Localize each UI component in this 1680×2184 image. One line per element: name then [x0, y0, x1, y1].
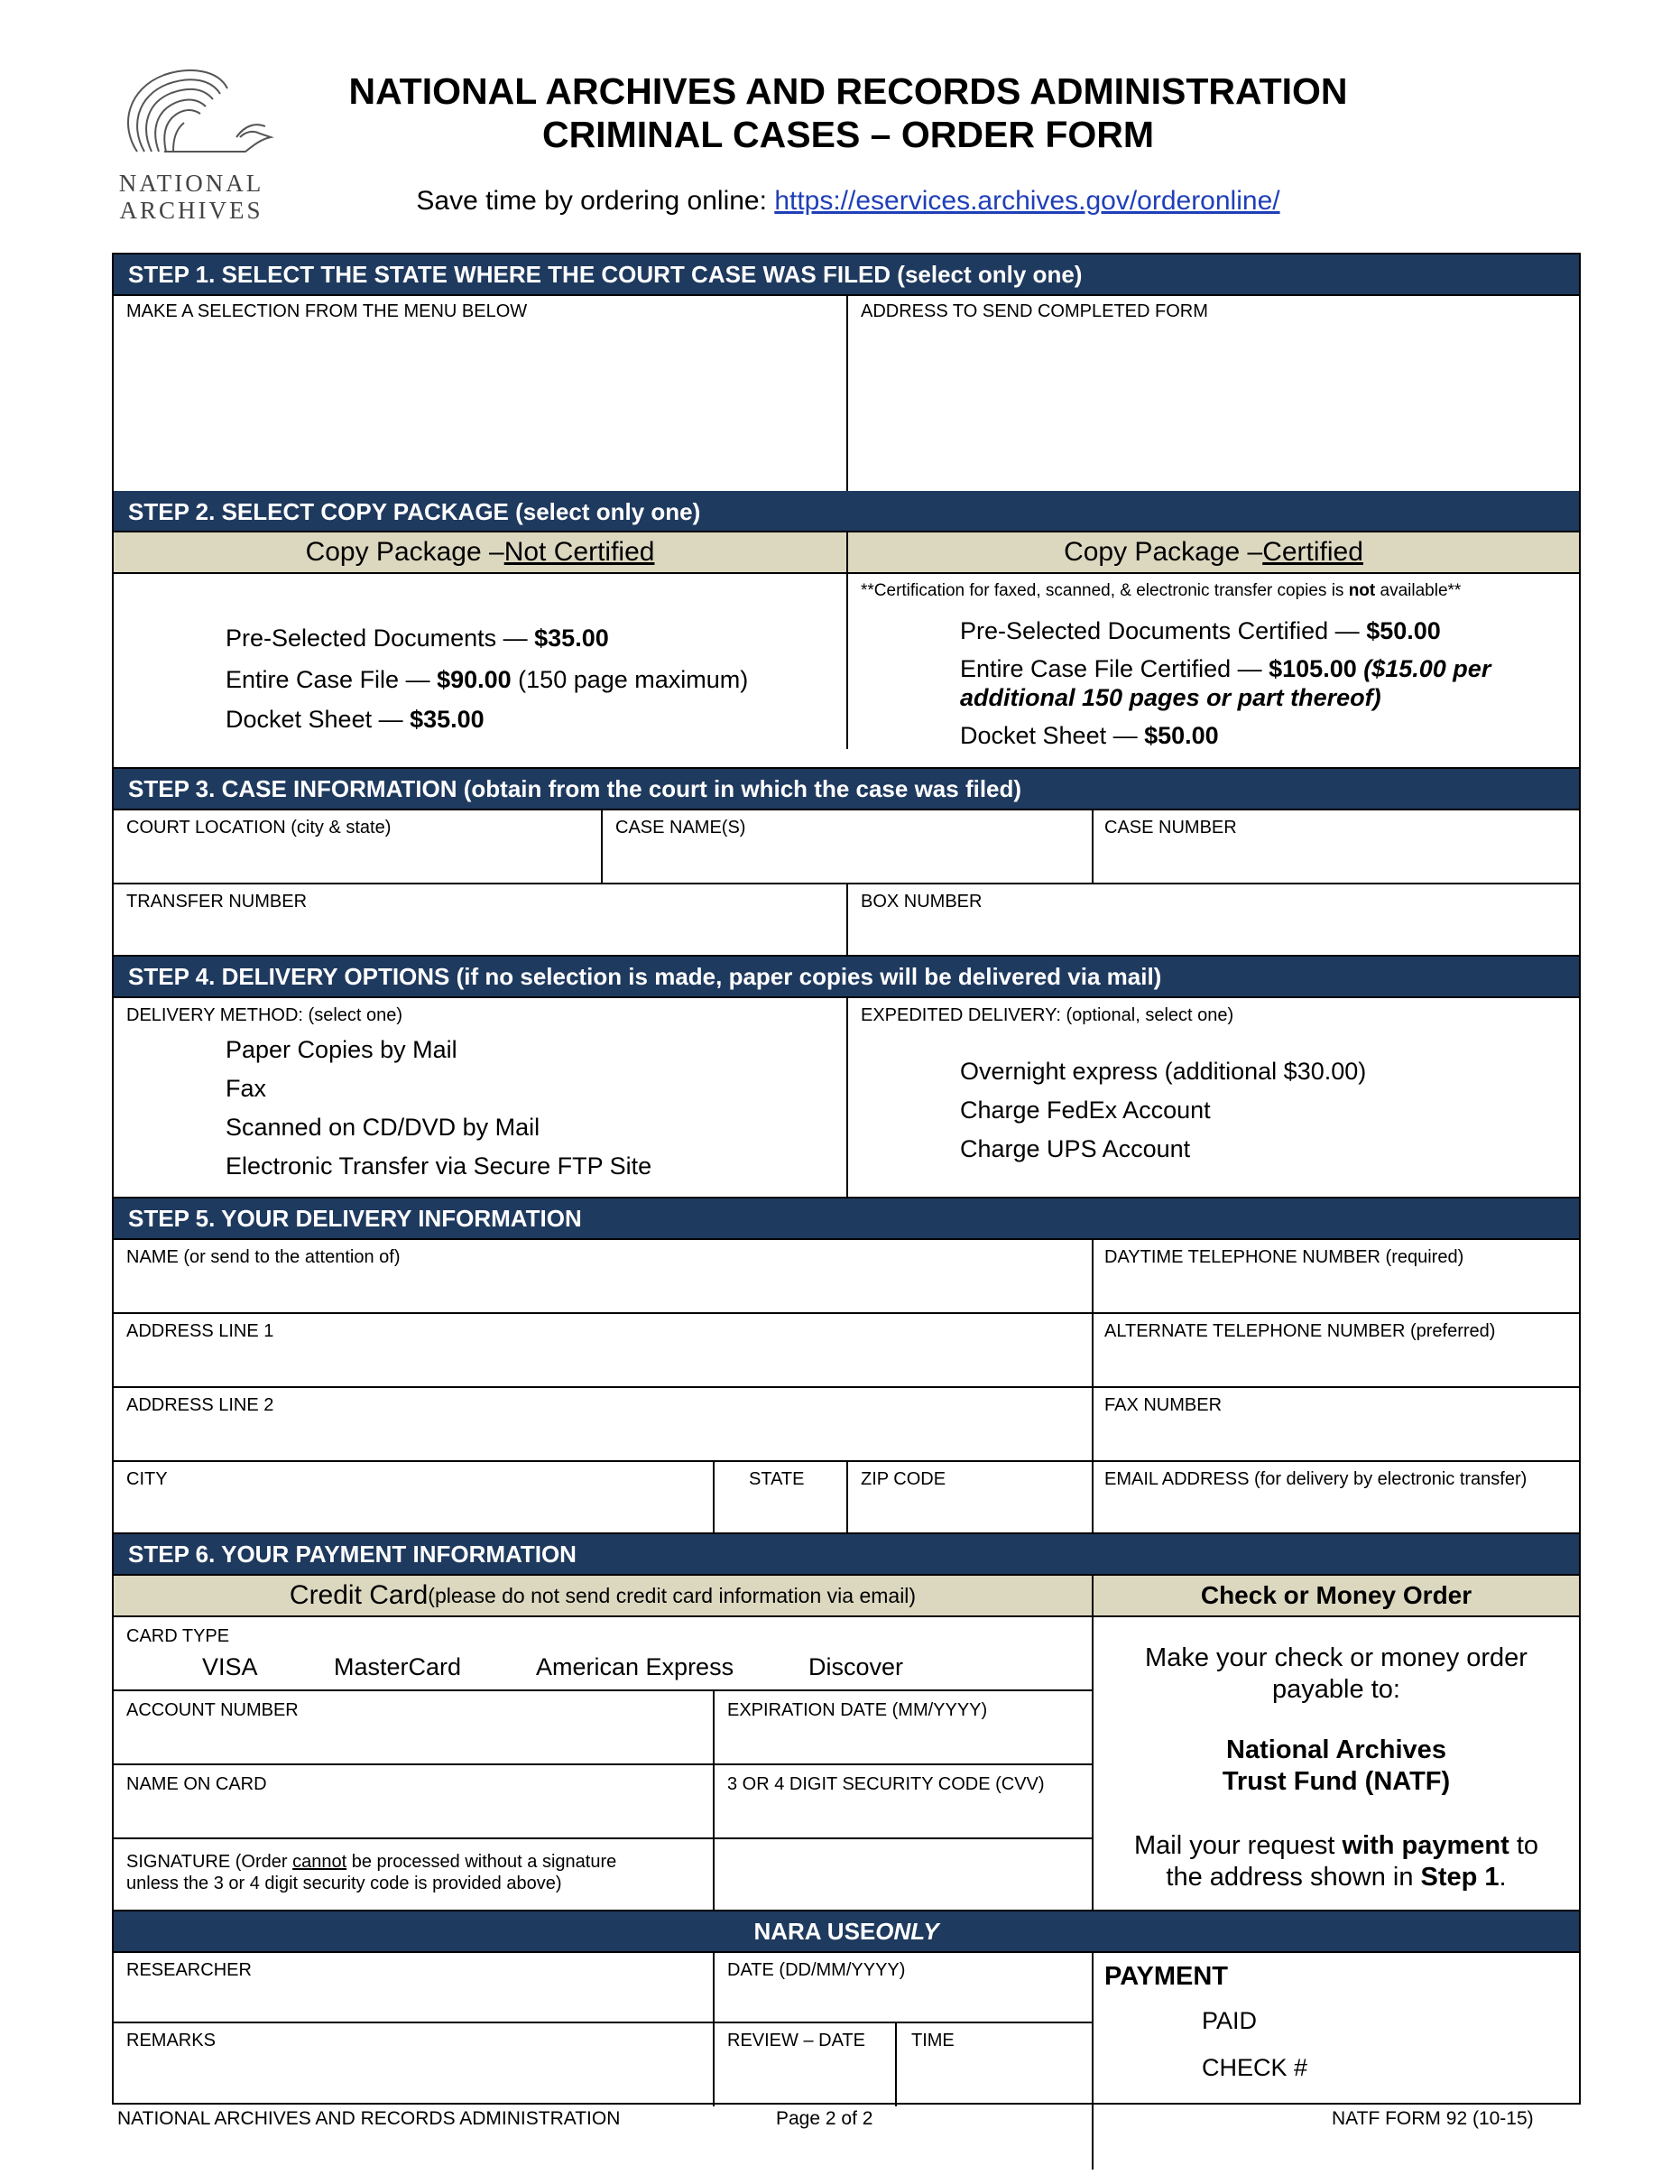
payee-line2: Trust Fund (NATF): [1222, 1767, 1451, 1796]
certification-note: [861, 581, 1461, 601]
step4-header: STEP 4. DELIVERY OPTIONS (if no selection is made, paper copies will be delivered via mail): [114, 957, 1579, 996]
divider: [114, 1951, 1579, 1953]
nara-title-a: NARA USE: [753, 1917, 876, 1945]
cert-note-c: available**: [1375, 581, 1462, 600]
pkg-cert-entire-case-extra2: additional 150 pages or part thereof): [960, 684, 1381, 711]
step6-header: STEP 6. YOUR PAYMENT INFORMATION: [114, 1534, 1579, 1574]
pkg-cert-entire-case-line2: [960, 684, 1381, 712]
name-label: NAME (or send to the attention of): [126, 1247, 401, 1267]
mail-instructions: [1094, 1830, 1579, 1893]
pkg-cert-docket[interactable]: [960, 722, 1219, 750]
researcher-label: RESEARCHER: [126, 1960, 252, 1980]
step2-header: STEP 2. SELECT COPY PACKAGE (select only one): [114, 491, 1579, 532]
method-fax[interactable]: Fax: [226, 1075, 267, 1102]
remarks-label: REMARKS: [126, 2031, 216, 2050]
pkg-docket-text: Docket Sheet —: [226, 706, 411, 733]
mail-e: Step 1: [1420, 1863, 1500, 1892]
pkg-cert-docket-text: Docket Sheet —: [960, 722, 1145, 749]
pkg-entire-case-text: Entire Case File —: [226, 666, 438, 693]
credit-card-header: [114, 1576, 1092, 1615]
divider: [846, 532, 848, 749]
pkg-cert-preselected-text: Pre-Selected Documents Certified —: [960, 617, 1367, 644]
divider: [1092, 809, 1094, 883]
divider: [846, 883, 848, 957]
signature-label-cannot: cannot: [292, 1852, 347, 1872]
step3-header: STEP 3. CASE INFORMATION (obtain from the court in which the case was filed): [114, 769, 1579, 809]
certified-word: Certified: [1262, 537, 1363, 567]
divider: [1092, 1951, 1094, 2106]
step5-header: STEP 5. YOUR DELIVERY INFORMATION: [114, 1198, 1579, 1238]
nara-payment-label: PAYMENT: [1104, 1962, 1228, 1991]
case-names-label: CASE NAME(S): [615, 818, 746, 838]
check-instructions: [1094, 1643, 1579, 1706]
pkg-cert-preselected[interactable]: [960, 617, 1441, 645]
review-date-label: REVIEW – DATE: [727, 2031, 865, 2050]
credit-card-note: (please do not send credit card information via email): [428, 1583, 917, 1607]
divider: [895, 2022, 897, 2106]
mail-a: Mail your request: [1133, 1831, 1343, 1860]
nara-check-number[interactable]: CHECK #: [1202, 2054, 1308, 2081]
divider: [114, 1763, 1094, 1765]
address1-label: ADDRESS LINE 1: [126, 1321, 274, 1341]
pkg-cert-entire-case[interactable]: [960, 655, 1491, 683]
pkg-cert-entire-case-text: Entire Case File Certified —: [960, 655, 1269, 682]
signature-label-a: SIGNATURE (Order: [126, 1852, 293, 1872]
footer-form-number: NATF FORM 92 (10-15): [1332, 2108, 1534, 2129]
pkg-preselected[interactable]: [226, 625, 609, 652]
day-phone-label: DAYTIME TELEPHONE NUMBER (required): [1104, 1247, 1464, 1267]
not-certified-prefix: Copy Package –: [305, 537, 504, 567]
expedited-label: EXPEDITED DELIVERY: (optional, select one): [861, 1005, 1234, 1025]
delivery-method-label: DELIVERY METHOD: (select one): [126, 1005, 403, 1025]
payee-line1: National Archives: [1226, 1735, 1446, 1764]
divider: [114, 1312, 1579, 1314]
email-label: EMAIL ADDRESS (for delivery by electronic transfer): [1104, 1469, 1528, 1489]
case-number-label: CASE NUMBER: [1104, 818, 1237, 838]
account-number-label: ACCOUNT NUMBER: [126, 1700, 299, 1720]
not-certified-word: Not Certified: [503, 537, 655, 567]
divider: [114, 767, 1579, 769]
divider: [114, 1238, 1579, 1240]
not-certified-header: [114, 532, 846, 572]
zip-label: ZIP CODE: [861, 1469, 946, 1489]
expedited-fedex[interactable]: Charge FedEx Account: [960, 1097, 1211, 1124]
nara-paid[interactable]: PAID: [1202, 2007, 1258, 2034]
eagle-icon: [110, 61, 282, 170]
alt-phone-label: ALTERNATE TELEPHONE NUMBER (preferred): [1104, 1321, 1496, 1341]
divider: [114, 809, 1579, 810]
payee: [1094, 1735, 1579, 1798]
state-select-label: MAKE A SELECTION FROM THE MENU BELOW: [126, 301, 528, 321]
send-address-label: ADDRESS TO SEND COMPLETED FORM: [861, 301, 1208, 321]
address2-label: ADDRESS LINE 2: [126, 1395, 274, 1415]
method-electronic-ftp[interactable]: Electronic Transfer via Secure FTP Site: [226, 1152, 652, 1180]
pkg-cert-preselected-price: $50.00: [1366, 617, 1441, 644]
divider: [114, 1615, 1579, 1617]
cert-note-b: not: [1348, 581, 1376, 600]
nara-date-label: DATE (DD/MM/YYYY): [727, 1960, 906, 1980]
nara-use-header: [114, 1911, 1579, 1951]
divider: [846, 996, 848, 1198]
certified-prefix: Copy Package –: [1064, 537, 1263, 567]
state-label: STATE: [749, 1469, 805, 1489]
pkg-docket[interactable]: [226, 706, 485, 734]
divider: [114, 1386, 1579, 1388]
cert-note-a: **Certification for faxed, scanned, & electronic transfer copies is: [861, 581, 1349, 600]
order-form: [112, 253, 1581, 2105]
divider: [713, 1951, 715, 2106]
national-archives-logo: [110, 61, 282, 224]
expedited-ups[interactable]: Charge UPS Account: [960, 1135, 1191, 1162]
pkg-entire-case-price: $90.00: [437, 666, 512, 693]
check-header: Check or Money Order: [1094, 1576, 1579, 1615]
pkg-cert-entire-case-price: $105.00: [1269, 655, 1357, 682]
pkg-entire-case[interactable]: [226, 666, 748, 694]
divider: [114, 1689, 1094, 1691]
title-agency: NATIONAL ARCHIVES AND RECORDS ADMINISTRATION: [348, 70, 1348, 112]
nara-title-b: ONLY: [875, 1917, 939, 1945]
order-online-line: [271, 186, 1426, 217]
footer-page: Page 2 of 2: [776, 2108, 873, 2129]
step1-header: STEP 1. SELECT THE STATE WHERE THE COURT CASE WAS FILED (select only one): [114, 254, 1579, 294]
order-online-prefix: Save time by ordering online:: [416, 186, 767, 216]
state-select[interactable]: [126, 327, 830, 471]
title-form: CRIMINAL CASES – ORDER FORM: [541, 114, 1155, 155]
expiration-label: EXPIRATION DATE (MM/YYYY): [727, 1700, 988, 1720]
divider: [1092, 1238, 1094, 1534]
divider: [713, 1689, 715, 1910]
footer-agency: NATIONAL ARCHIVES AND RECORDS ADMINISTRATION: [117, 2108, 621, 2129]
nara-time-label: TIME: [911, 2031, 955, 2050]
cvv-label: 3 OR 4 DIGIT SECURITY CODE (CVV): [727, 1774, 1045, 1794]
signature-label-b: be processed without a signature: [346, 1852, 617, 1872]
expedited-overnight[interactable]: Overnight express (additional $30.00): [960, 1058, 1367, 1085]
fax-label: FAX NUMBER: [1104, 1395, 1223, 1415]
pkg-cert-entire-case-extra1: ($15.00 per: [1356, 655, 1491, 682]
method-scanned-cd[interactable]: Scanned on CD/DVD by Mail: [226, 1114, 540, 1141]
card-type-label: CARD TYPE: [126, 1626, 230, 1646]
pkg-preselected-price: $35.00: [534, 625, 609, 652]
pkg-preselected-text: Pre-Selected Documents —: [226, 625, 535, 652]
mail-c: to: [1509, 1831, 1539, 1860]
signature-label-line2: unless the 3 or 4 digit security code is provided above): [126, 1874, 562, 1893]
divider: [713, 1460, 715, 1534]
signature-label: [126, 1852, 616, 1873]
method-paper-mail[interactable]: Paper Copies by Mail: [226, 1036, 457, 1063]
court-location-label: COURT LOCATION (city & state): [126, 818, 392, 838]
mail-f: .: [1499, 1863, 1507, 1892]
transfer-number-label: TRANSFER NUMBER: [126, 892, 308, 912]
credit-card-title: Credit Card: [289, 1580, 429, 1610]
mail-d: the address shown in: [1166, 1863, 1421, 1892]
mail-b: with payment: [1342, 1831, 1509, 1860]
divider: [114, 2022, 1094, 2023]
divider: [846, 1460, 848, 1534]
divider: [114, 1837, 1094, 1839]
city-label: CITY: [126, 1469, 168, 1489]
box-number-label: BOX NUMBER: [861, 892, 983, 912]
card-mastercard[interactable]: MasterCard: [334, 1653, 462, 1680]
divider: [601, 809, 603, 883]
pkg-docket-price: $35.00: [410, 706, 485, 733]
logo-line2: ARCHIVES: [119, 197, 263, 224]
divider: [846, 294, 848, 491]
check-line1: Make your check or money order: [1145, 1643, 1528, 1672]
check-line2: payable to:: [1272, 1675, 1400, 1704]
card-visa[interactable]: VISA: [202, 1653, 258, 1680]
pkg-cert-docket-price: $50.00: [1144, 722, 1219, 749]
name-on-card-label: NAME ON CARD: [126, 1774, 267, 1794]
certified-header: [848, 532, 1579, 572]
order-online-link[interactable]: https://eservices.archives.gov/orderonline/: [774, 186, 1280, 216]
card-amex[interactable]: American Express: [536, 1653, 734, 1680]
pkg-entire-case-extra: (150 page maximum): [511, 666, 749, 693]
card-discover[interactable]: Discover: [808, 1653, 904, 1680]
logo-line1: NATIONAL: [118, 170, 264, 197]
